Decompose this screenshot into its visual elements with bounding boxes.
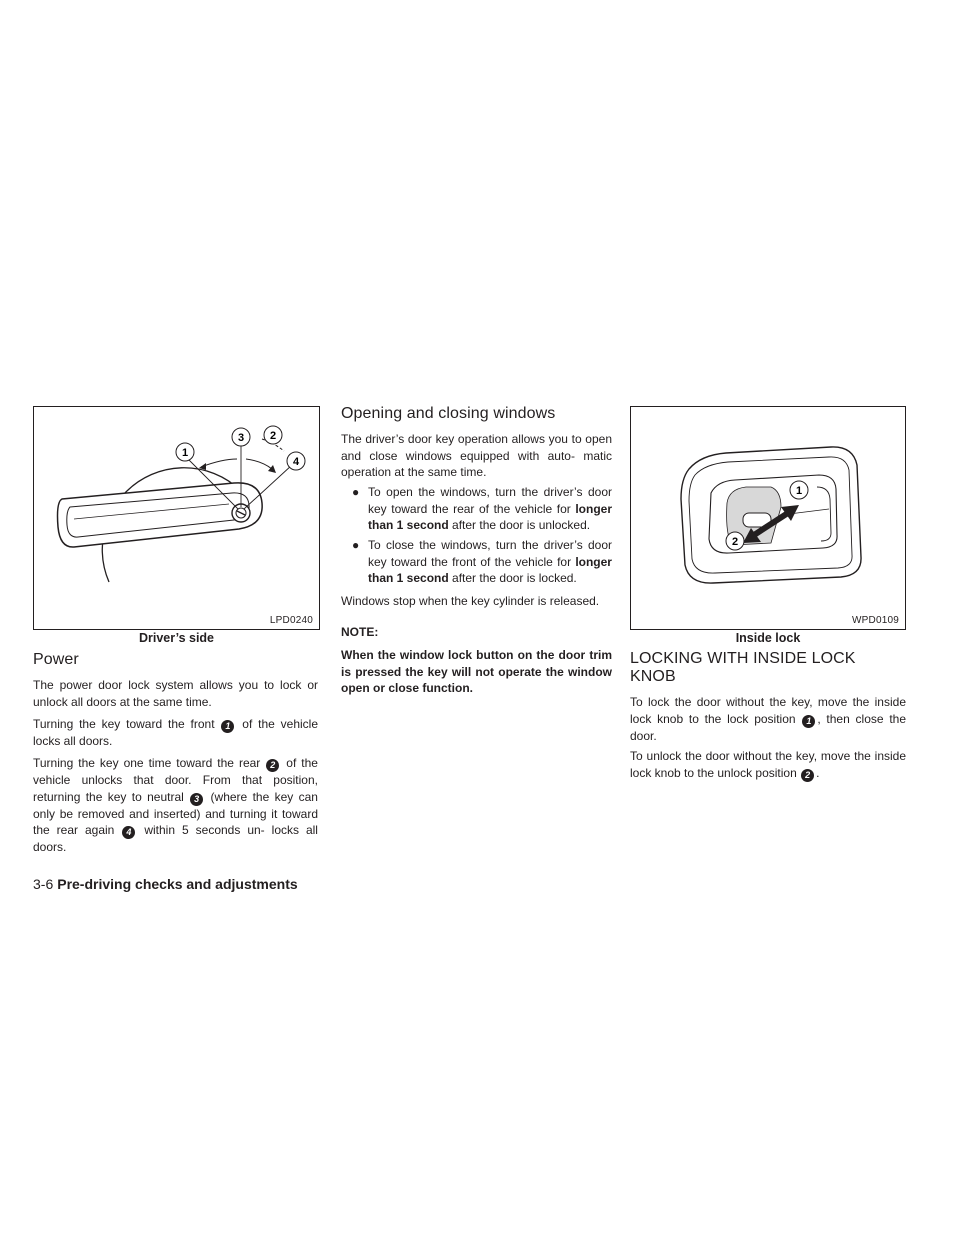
text-run: after the door is locked. (452, 571, 577, 586)
bullet-text (368, 484, 612, 534)
text-run: To close the windows, turn the driver’s door key toward the front of the vehicle for (368, 538, 612, 569)
section-heading-inside-lock: LOCKING WITH INSIDE LOCK KNOB (630, 650, 856, 685)
callout-2 (726, 532, 744, 550)
power-paragraph-3 (33, 755, 318, 856)
callout-ref-1: 1 (802, 715, 815, 728)
note-text: When the window lock button on the door trim is pressed the key will not operate the window open or close function. (341, 648, 612, 696)
svg-text:2: 2 (731, 536, 739, 548)
text-run: (where the key can only be removed and inserted) and turning it toward the rear again (33, 789, 318, 838)
callout-ref-3: 3 (190, 793, 203, 806)
text-run: To lock the door without the key, move the inside lock knob to the lock position (630, 695, 906, 726)
power-paragraph-1 (33, 677, 318, 710)
windows-stop-text: Windows stop when the key cylinder is released. (341, 594, 600, 608)
svg-text:4: 4 (292, 456, 300, 468)
callout-3 (232, 428, 250, 446)
text-emphasis: longer than 1 second (368, 554, 612, 586)
text-run: Turning the key toward the front (33, 717, 215, 731)
text-run: after the door is unlocked. (452, 518, 591, 533)
inside-lock-paragraph-2 (630, 748, 906, 782)
door-handle-illustration (34, 407, 319, 629)
svg-text:2: 2 (269, 430, 277, 442)
page-number: 3-6 (33, 876, 54, 892)
callout-4 (287, 452, 305, 470)
bullet-text (368, 537, 612, 587)
bullet-open-windows (352, 484, 612, 534)
svg-text:1: 1 (795, 485, 803, 497)
text-run: of the vehicle locks all doors. (33, 717, 319, 748)
svg-text:3: 3 (237, 432, 245, 444)
note-label-text: NOTE: (341, 625, 379, 639)
callout-ref-4: 4 (122, 826, 135, 839)
text-run: of the vehicle unlocks that door. From that position, returning the key to neutral (33, 756, 318, 804)
text-emphasis: longer than 1 second (368, 501, 612, 533)
inside-lock-paragraph-1 (630, 694, 906, 744)
callout-ref-1: 1 (221, 720, 234, 733)
callout-2 (264, 426, 282, 444)
text-run: To unlock the door without the key, move the inside lock knob to the unlock position (630, 749, 906, 780)
callout-ref-2: 2 (801, 769, 814, 782)
windows-intro: The driver’s door key operation allows you to open and close windows equipped with auto- matic operation at the same time. (341, 432, 612, 480)
text-run: within 5 seconds un- locks all doors. (33, 823, 318, 855)
figure-code: LPD0240 (269, 615, 313, 626)
text-run: Turning the key one time toward the rear (33, 756, 261, 770)
figure-code: WPD0109 (852, 615, 899, 626)
figure-caption: Driver’s side (138, 631, 215, 645)
callout-1 (176, 443, 194, 461)
power-paragraph-2 (33, 716, 318, 750)
section-title: Pre-driving checks and adjustments (57, 876, 298, 892)
note-label (341, 624, 612, 641)
bullet-symbol: ● (352, 485, 360, 499)
section-heading-power: Power (33, 651, 79, 668)
inside-lock-illustration (631, 407, 905, 629)
power-p1-text: The power door lock system allows you to lock or unlock all doors at the same time. (33, 678, 318, 709)
bullet-symbol: ● (352, 538, 360, 552)
svg-text:1: 1 (181, 447, 189, 459)
figure-drivers-side (33, 406, 320, 630)
text-run: To open the windows, turn the driver’s door key toward the rear of the vehicle for (368, 485, 612, 516)
figure-caption: Inside lock (735, 631, 801, 645)
callout-ref-2: 2 (266, 759, 279, 772)
text-run: , then close the door. (630, 711, 906, 743)
section-heading-windows: Opening and closing windows (341, 405, 556, 422)
callout-1 (790, 481, 808, 499)
bullet-close-windows (352, 537, 612, 587)
figure-inside-lock (630, 406, 906, 630)
text-run: . (816, 765, 820, 780)
page-footer (33, 876, 298, 892)
